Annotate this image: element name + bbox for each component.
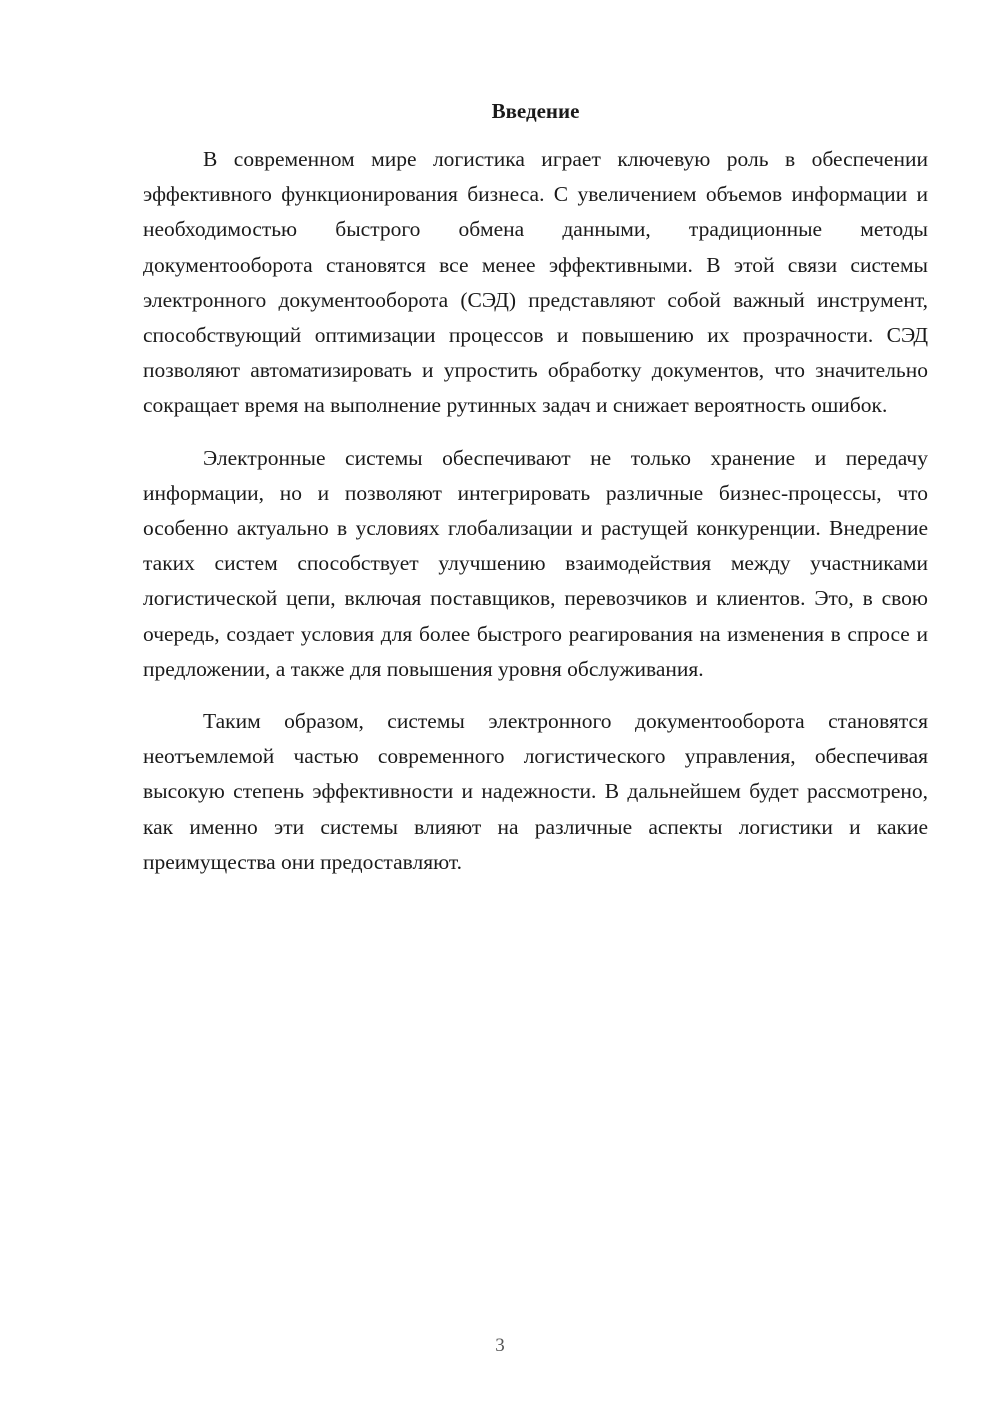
page-number: 3 [495,1335,505,1356]
paragraph-1: В современном мире логистика играет ключевую роль в обеспечении эффективного функционирования бизнеса. С увеличением объемов информации и необходимостью быстрого обмена данными, традиционные методы документооборота становятся все менее эффективными. В этой связи системы электронного документооборота (СЭД) представляют собой важный инструмент, способствующий оптимизации процессов и повышению их прозрачности. СЭД позволяют автоматизировать и упростить обработку документов, что значительно сокращает время на выполнение рутинных задач и снижает вероятность ошибок. [143,147,928,418]
body-text [143,142,928,897]
paragraph-3: Таким образом, системы электронного документооборота становятся неотъемлемой частью современного логистического управления, обеспечивая высокую степень эффективности и надежности. В дальнейшем будет рассмотрено, как именно эти системы влияют на различные аспекты логистики и какие преимущества они предоставляют. [143,709,928,874]
section-heading: Введение [491,99,580,123]
paragraph-2: Электронные системы обеспечивают не только хранение и передачу информации, но и позволяют интегрировать различные бизнес-процессы, что особенно актуально в условиях глобализации и растущей конкуренции. Внедрение таких систем способствует улучшению взаимодействия между участниками логистической цепи, включая поставщиков, перевозчиков и клиентов. Это, в свою очередь, создает условия для более быстрого реагирования на изменения в спросе и предложении, а также для повышения уровня обслуживания. [143,445,928,681]
